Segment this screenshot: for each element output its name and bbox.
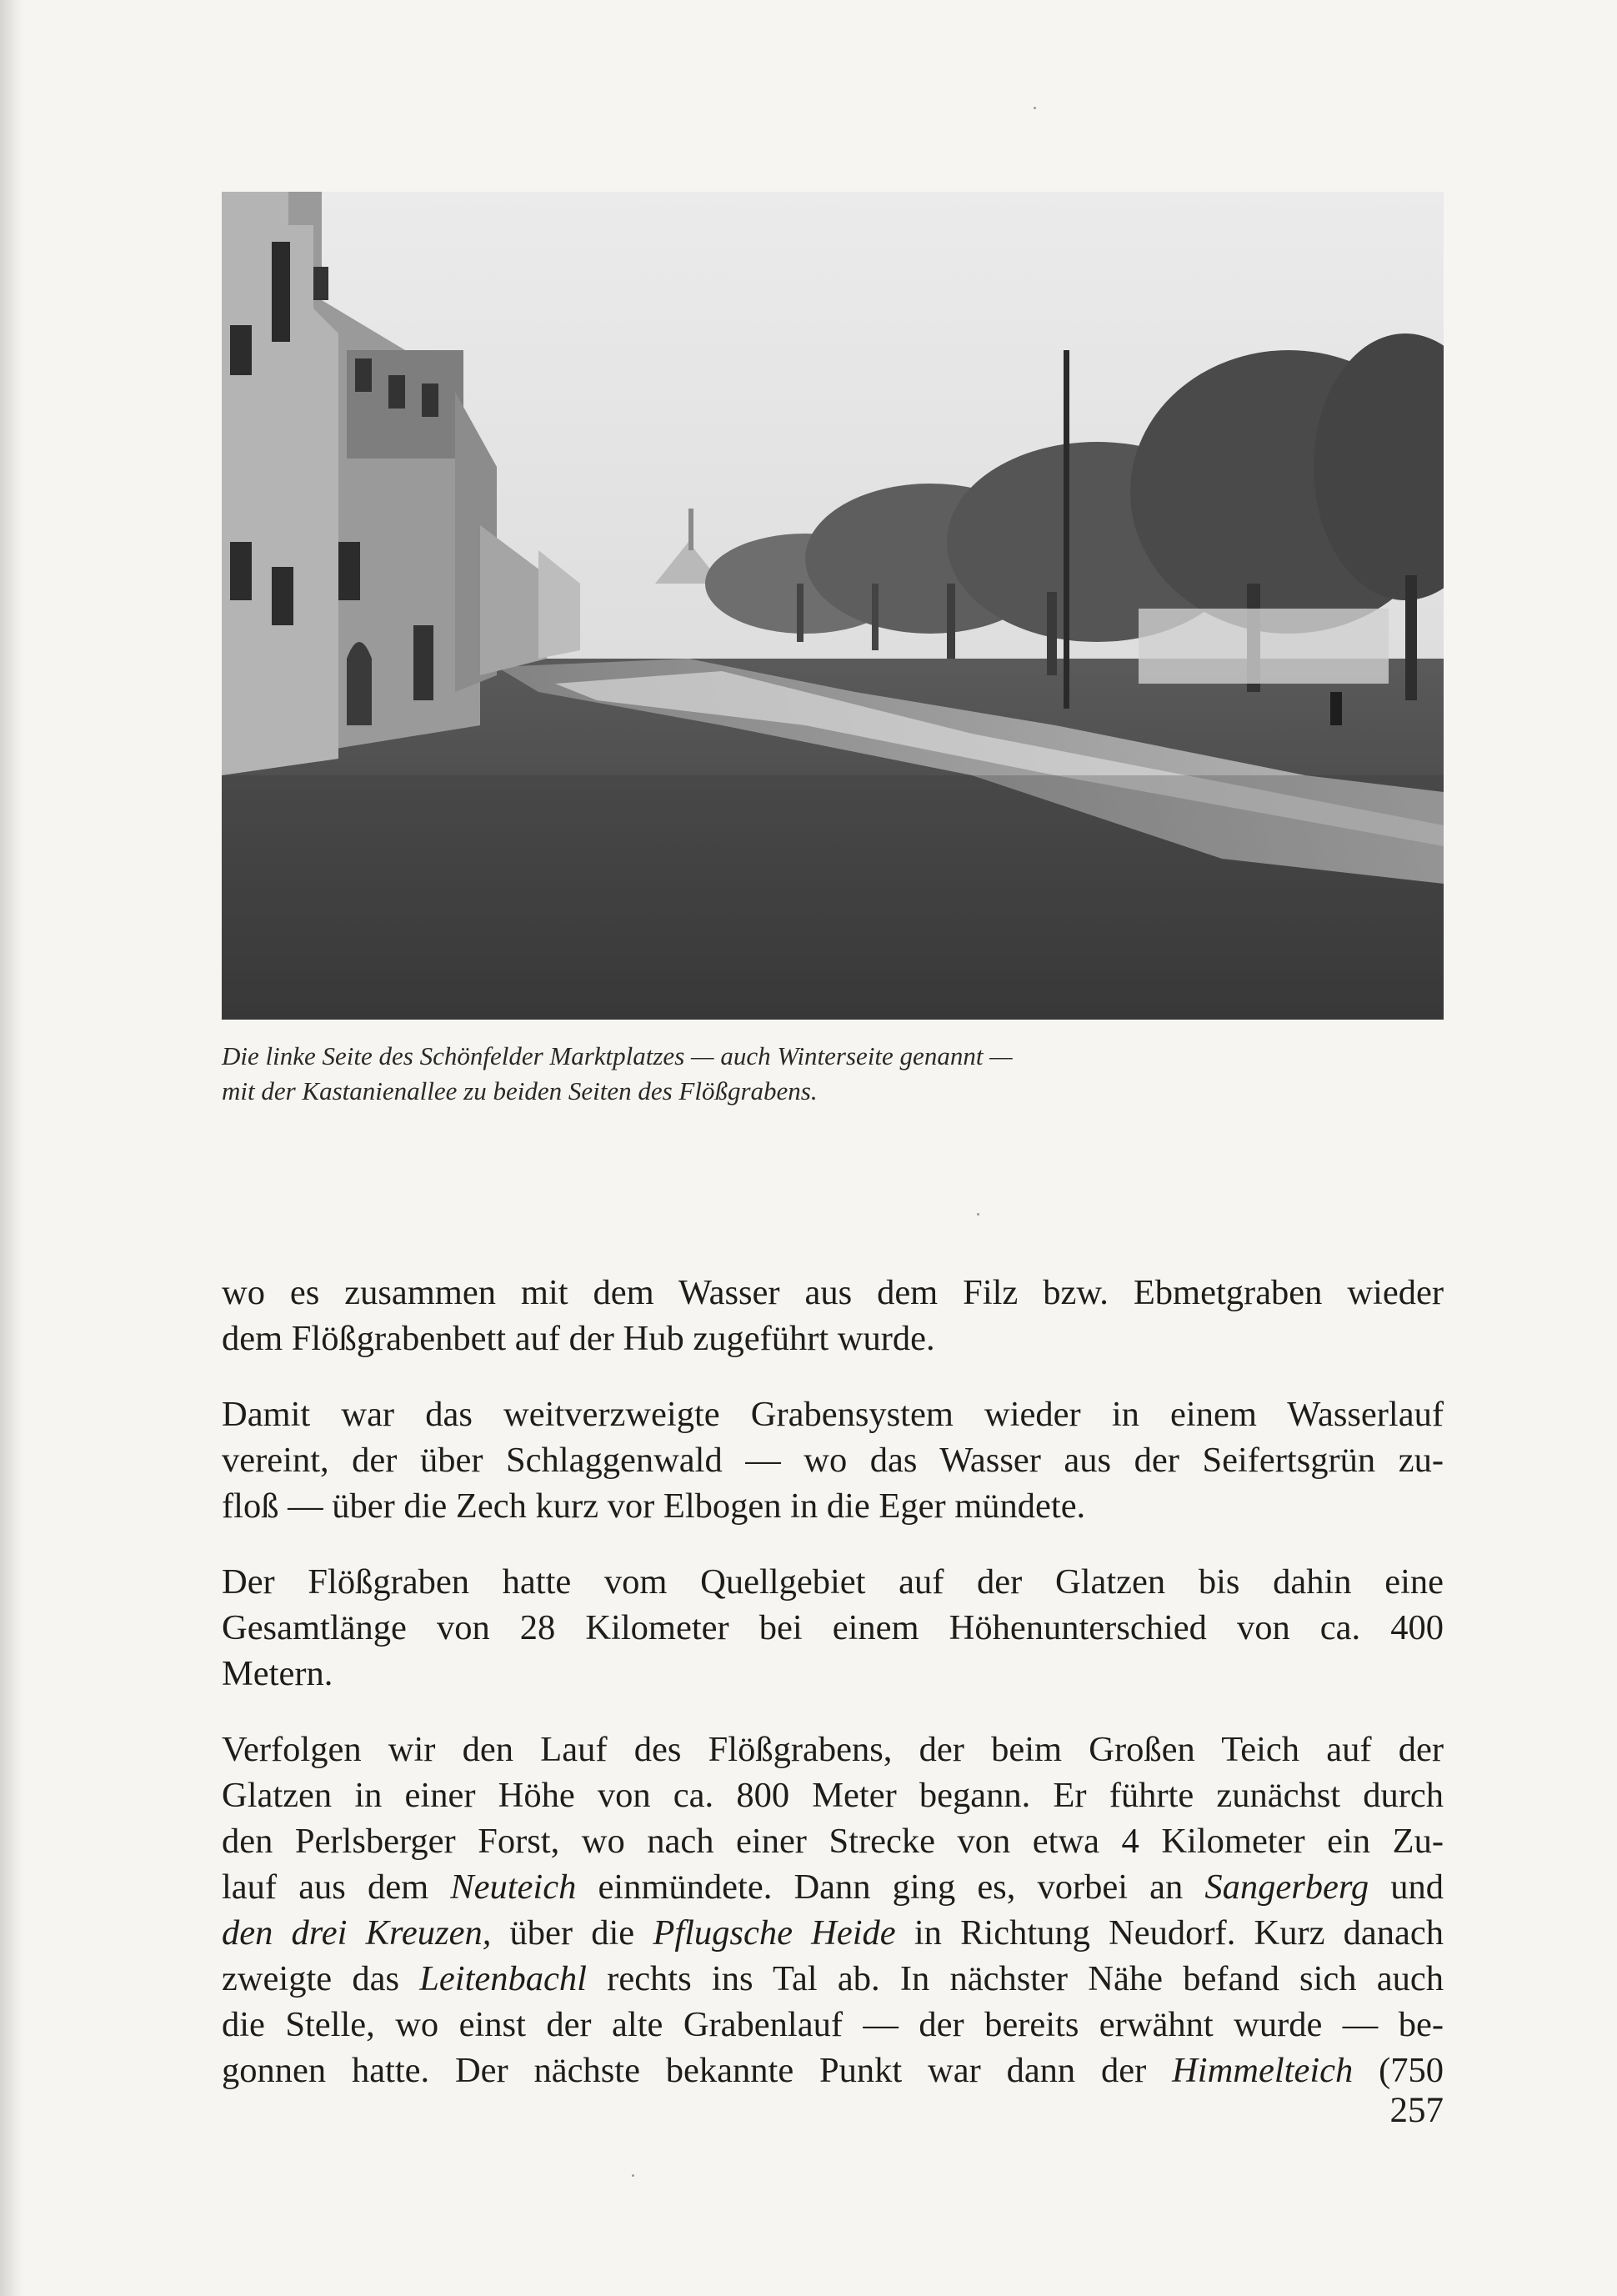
text-line: Damit war das weitverzweigte Grabensystem wieder in einem Wasserlauf — [222, 1395, 1444, 1434]
text-line: Metern. — [222, 1654, 333, 1693]
caption-line-1: Die linke Seite des Schönfelder Marktplatzes — auch Winterseite genannt — — [222, 1041, 1013, 1070]
caption-line-2: mit der Kastanienallee zu beiden Seiten des Flößgrabens. — [222, 1076, 818, 1105]
text-line: lauf aus dem Neuteich einmündete. Dann ging es, vorbei an Sangerberg und — [222, 1867, 1444, 1907]
text-line: zweigte das Leitenbachl rechts ins Tal ab. In nächster Nähe befand sich auch — [222, 1959, 1444, 1998]
text-line: vereint, der über Schlaggenwald — wo das Wasser aus der Seifertsgrün zu- — [222, 1441, 1444, 1480]
photo-market-square — [222, 192, 1444, 1020]
text-line: den Perlsberger Forst, wo nach einer Strecke von etwa 4 Kilometer ein Zu- — [222, 1822, 1444, 1861]
text-line: floß — über die Zech kurz vor Elbogen in die Eger mündete. — [222, 1486, 1086, 1526]
paper-speck — [977, 1213, 979, 1216]
photo-caption — [222, 1039, 1222, 1109]
text-line: die Stelle, wo einst der alte Grabenlauf — der bereits erwähnt wurde — be- — [222, 2005, 1444, 2044]
text-line: wo es zusammen mit dem Wasser aus dem Filz bzw. Ebmetgraben wieder — [222, 1273, 1444, 1312]
paper-speck — [1034, 107, 1036, 109]
place-name: Neuteich — [450, 1867, 577, 1907]
text-line: Der Flößgraben hatte vom Quellgebiet auf der Glatzen bis dahin eine — [222, 1562, 1444, 1602]
text-line: Glatzen in einer Höhe von ca. 800 Meter begann. Er führte zunächst durch — [222, 1776, 1444, 1815]
paper-speck — [632, 2174, 634, 2177]
text-line: gonnen hatte. Der nächste bekannte Punkt war dann der Himmelteich (750 — [222, 2051, 1444, 2090]
text-line: dem Flößgrabenbett auf der Hub zugeführt wurde. — [222, 1319, 935, 1358]
text-line: den drei Kreuzen, über die Pflugsche Heide in Richtung Neudorf. Kurz danach — [222, 1913, 1444, 1953]
place-name: den drei Kreuzen, — [222, 1913, 492, 1953]
paragraph-3 — [222, 1559, 1444, 1697]
place-name: Pflugsche Heide — [653, 1913, 896, 1953]
place-name: Himmelteich — [1172, 2051, 1354, 2090]
paragraph-2 — [222, 1391, 1444, 1529]
place-name: Sangerberg — [1204, 1867, 1369, 1907]
page-number: 257 — [1389, 2091, 1444, 2130]
text-line: Verfolgen wir den Lauf des Flößgrabens, der beim Großen Teich auf der — [222, 1730, 1444, 1769]
body-text — [222, 1270, 1444, 2093]
page-gutter-shadow — [0, 0, 23, 2296]
text-line: Gesamtlänge von 28 Kilometer bei einem Höhenunterschied von ca. 400 — [222, 1608, 1444, 1647]
paragraph-1 — [222, 1270, 1444, 1361]
paragraph-4 — [222, 1727, 1444, 2093]
place-name: Leitenbachl — [419, 1959, 587, 1998]
